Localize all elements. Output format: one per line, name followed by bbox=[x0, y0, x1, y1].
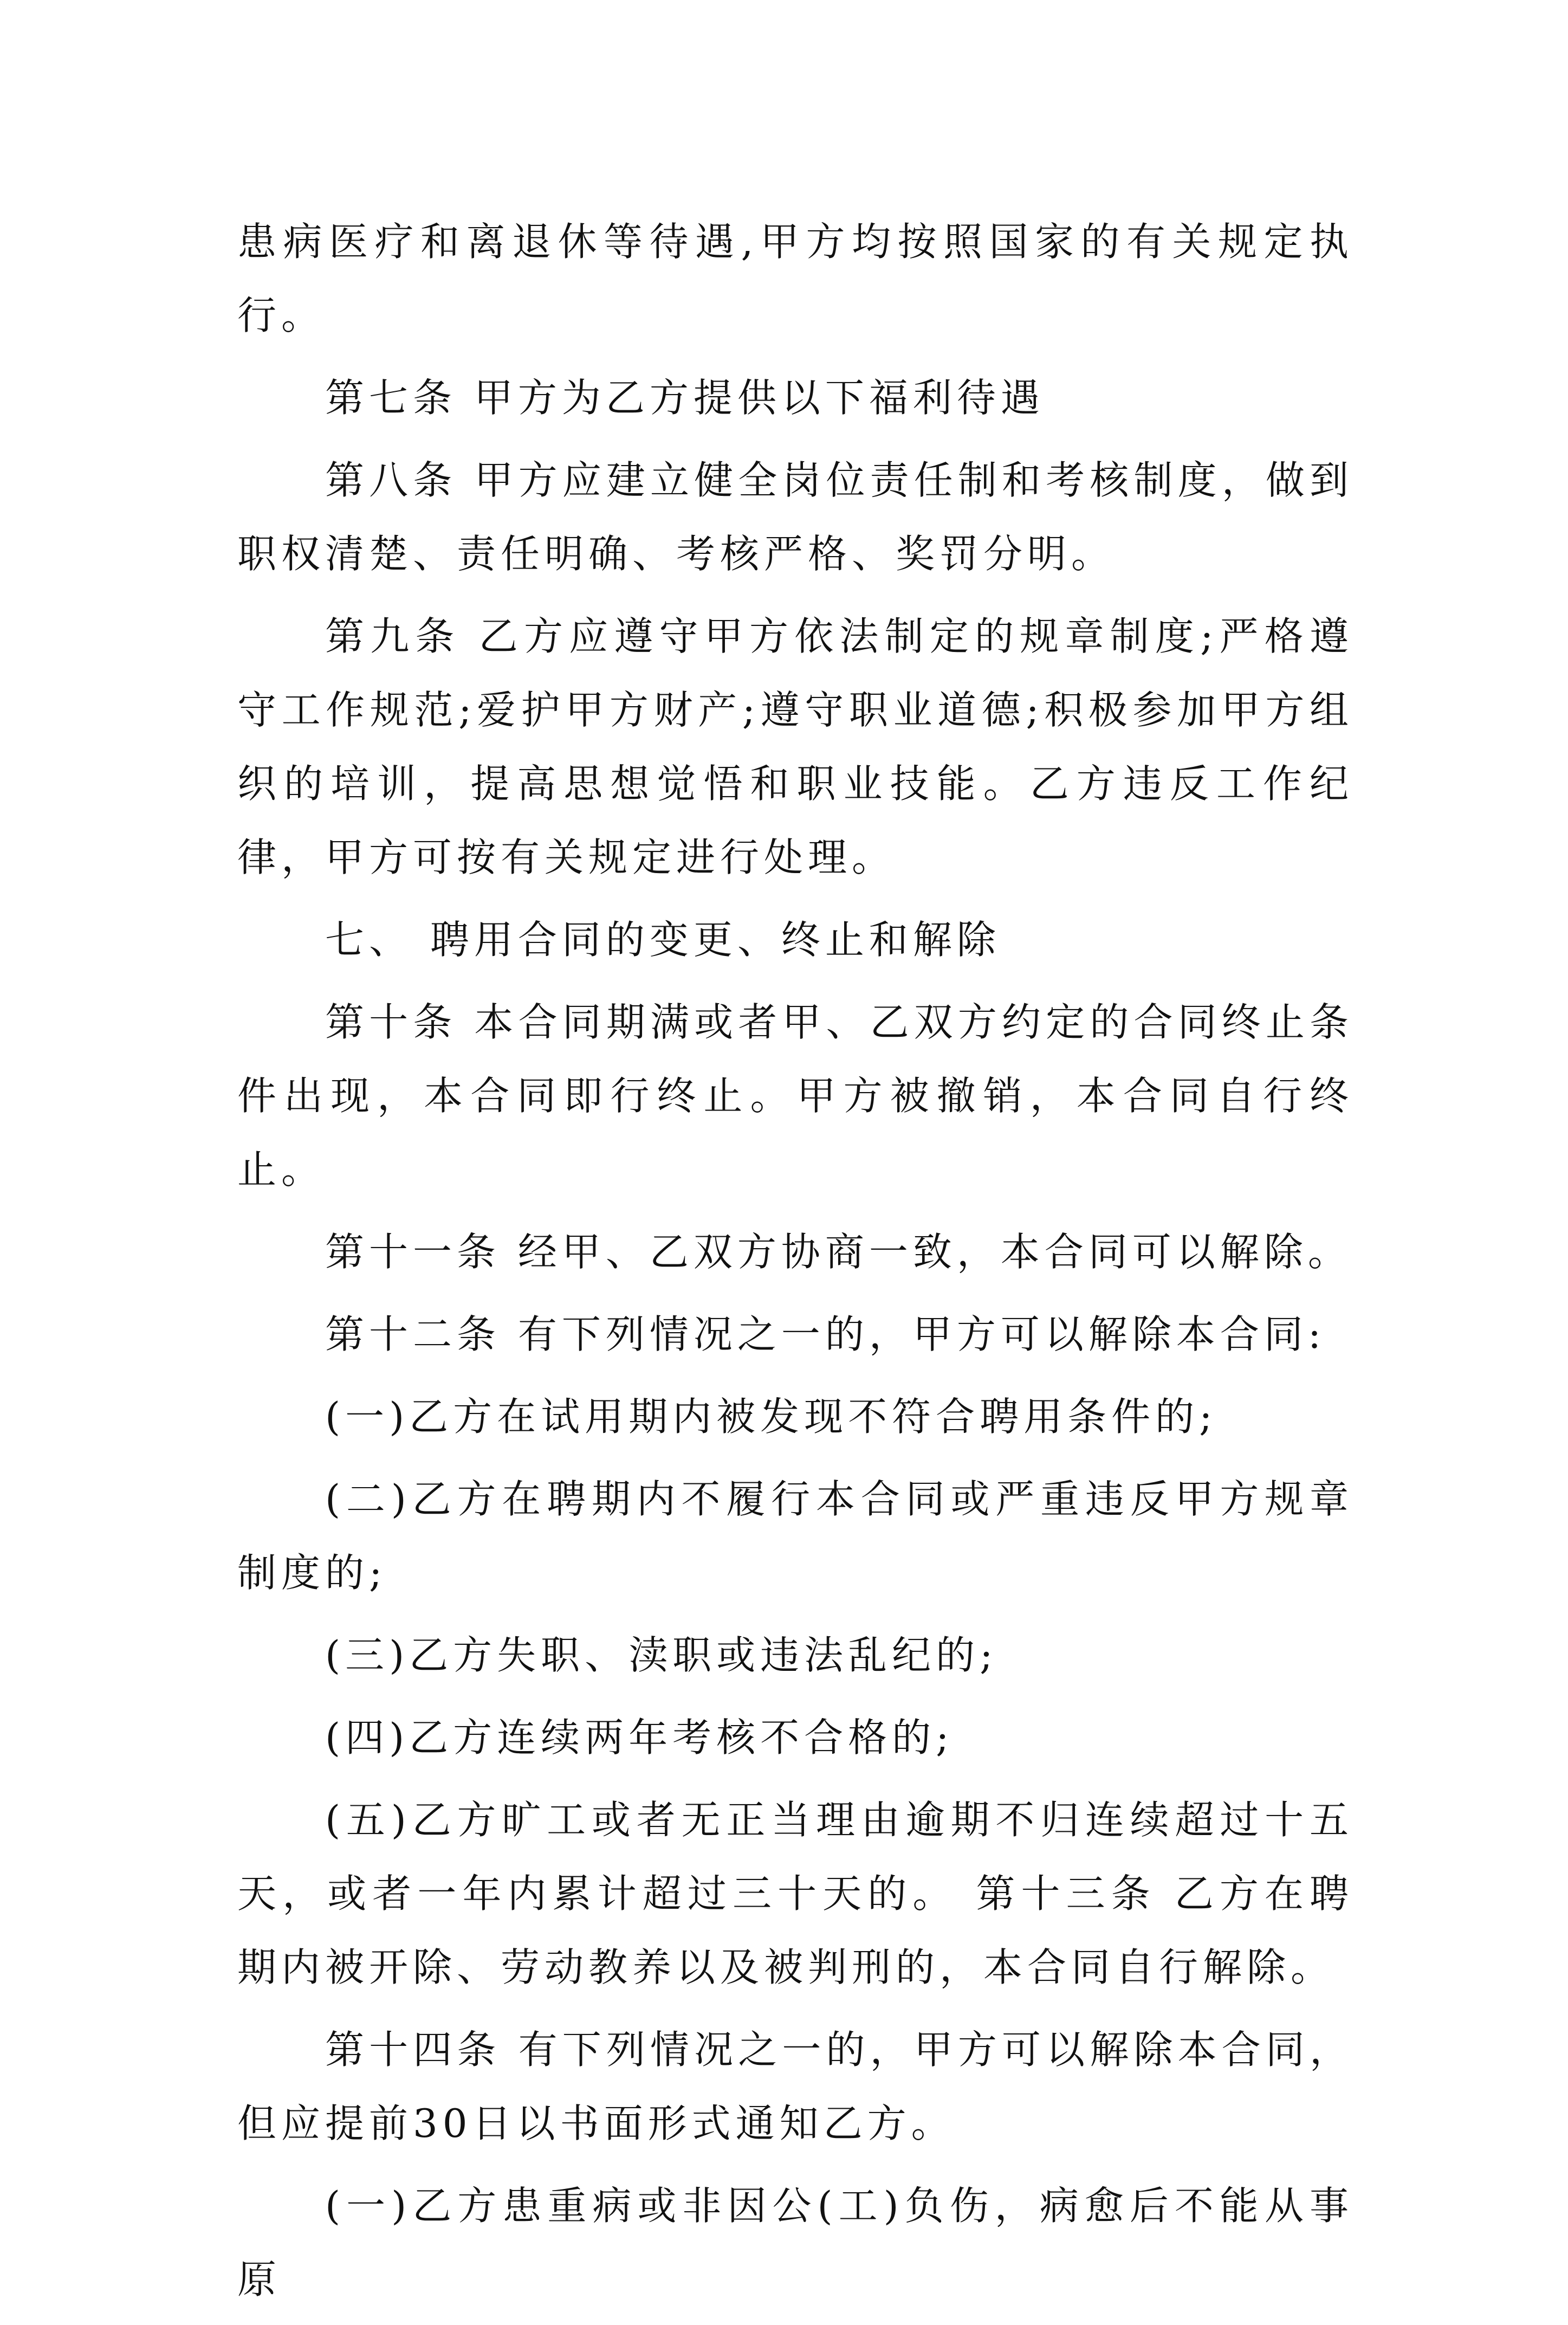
paragraph-article-12: 第十二条 有下列情况之一的，甲方可以解除本合同: bbox=[325, 1312, 1326, 1357]
paragraph-article-11: 第十一条 经甲、乙双方协商一致，本合同可以解除。 bbox=[325, 1229, 1352, 1275]
list-item-5: (五)乙方旷工或者无正当理由逾期不归连续超过十五天，或者一年内累计超过三十天的。 第十三条 乙方在聘期内被开除、劳动教养以及被判刑的，本合同自行解除。 bbox=[237, 1797, 1353, 1990]
paragraph-article-14: 第十四条 有下列情况之一的，甲方可以解除本合同，但应提前30日以书面形式通知乙方。 bbox=[237, 2027, 1353, 2146]
list-item-1: (一)乙方在试用期内被发现不符合聘用条件的; bbox=[325, 1394, 1217, 1439]
list-item-4: (四)乙方连续两年考核不合格的; bbox=[325, 1715, 954, 1760]
list-item-2: (二)乙方在聘期内不履行本合同或严重违反甲方规章制度的; bbox=[237, 1476, 1353, 1596]
paragraph-1: 患病医疗和离退休等待遇,甲方均按照国家的有关规定执行。 bbox=[237, 219, 1353, 338]
paragraph-article-8: 第八条 甲方应建立健全岗位责任制和考核制度，做到职权清楚、责任明确、考核严格、奖罚分明。 bbox=[237, 457, 1353, 577]
section-heading-7: 七、 聘用合同的变更、终止和解除 bbox=[325, 917, 1001, 963]
paragraph-article-7: 第七条 甲方为乙方提供以下福利待遇 bbox=[325, 375, 1045, 421]
paragraph-article-9: 第九条 乙方应遵守甲方依法制定的规章制度;严格遵守工作规范;爱护甲方财产;遵守职业道德;积极参加甲方组织的培训，提高思想觉悟和职业技能。乙方违反工作纪律，甲方可按有关规定进行处理。 bbox=[237, 613, 1353, 880]
document-body bbox=[237, 205, 1353, 2325]
list-item-1-continued: (一)乙方患重病或非因公(工)负伤，病愈后不能从事原 bbox=[237, 2183, 1353, 2302]
list-item-3: (三)乙方失职、渎职或违法乱纪的; bbox=[325, 1632, 998, 1678]
paragraph-article-10: 第十条 本合同期满或者甲、乙双方约定的合同终止条件出现，本合同即行终止。甲方被撤销，本合同自行终止。 bbox=[237, 999, 1353, 1192]
